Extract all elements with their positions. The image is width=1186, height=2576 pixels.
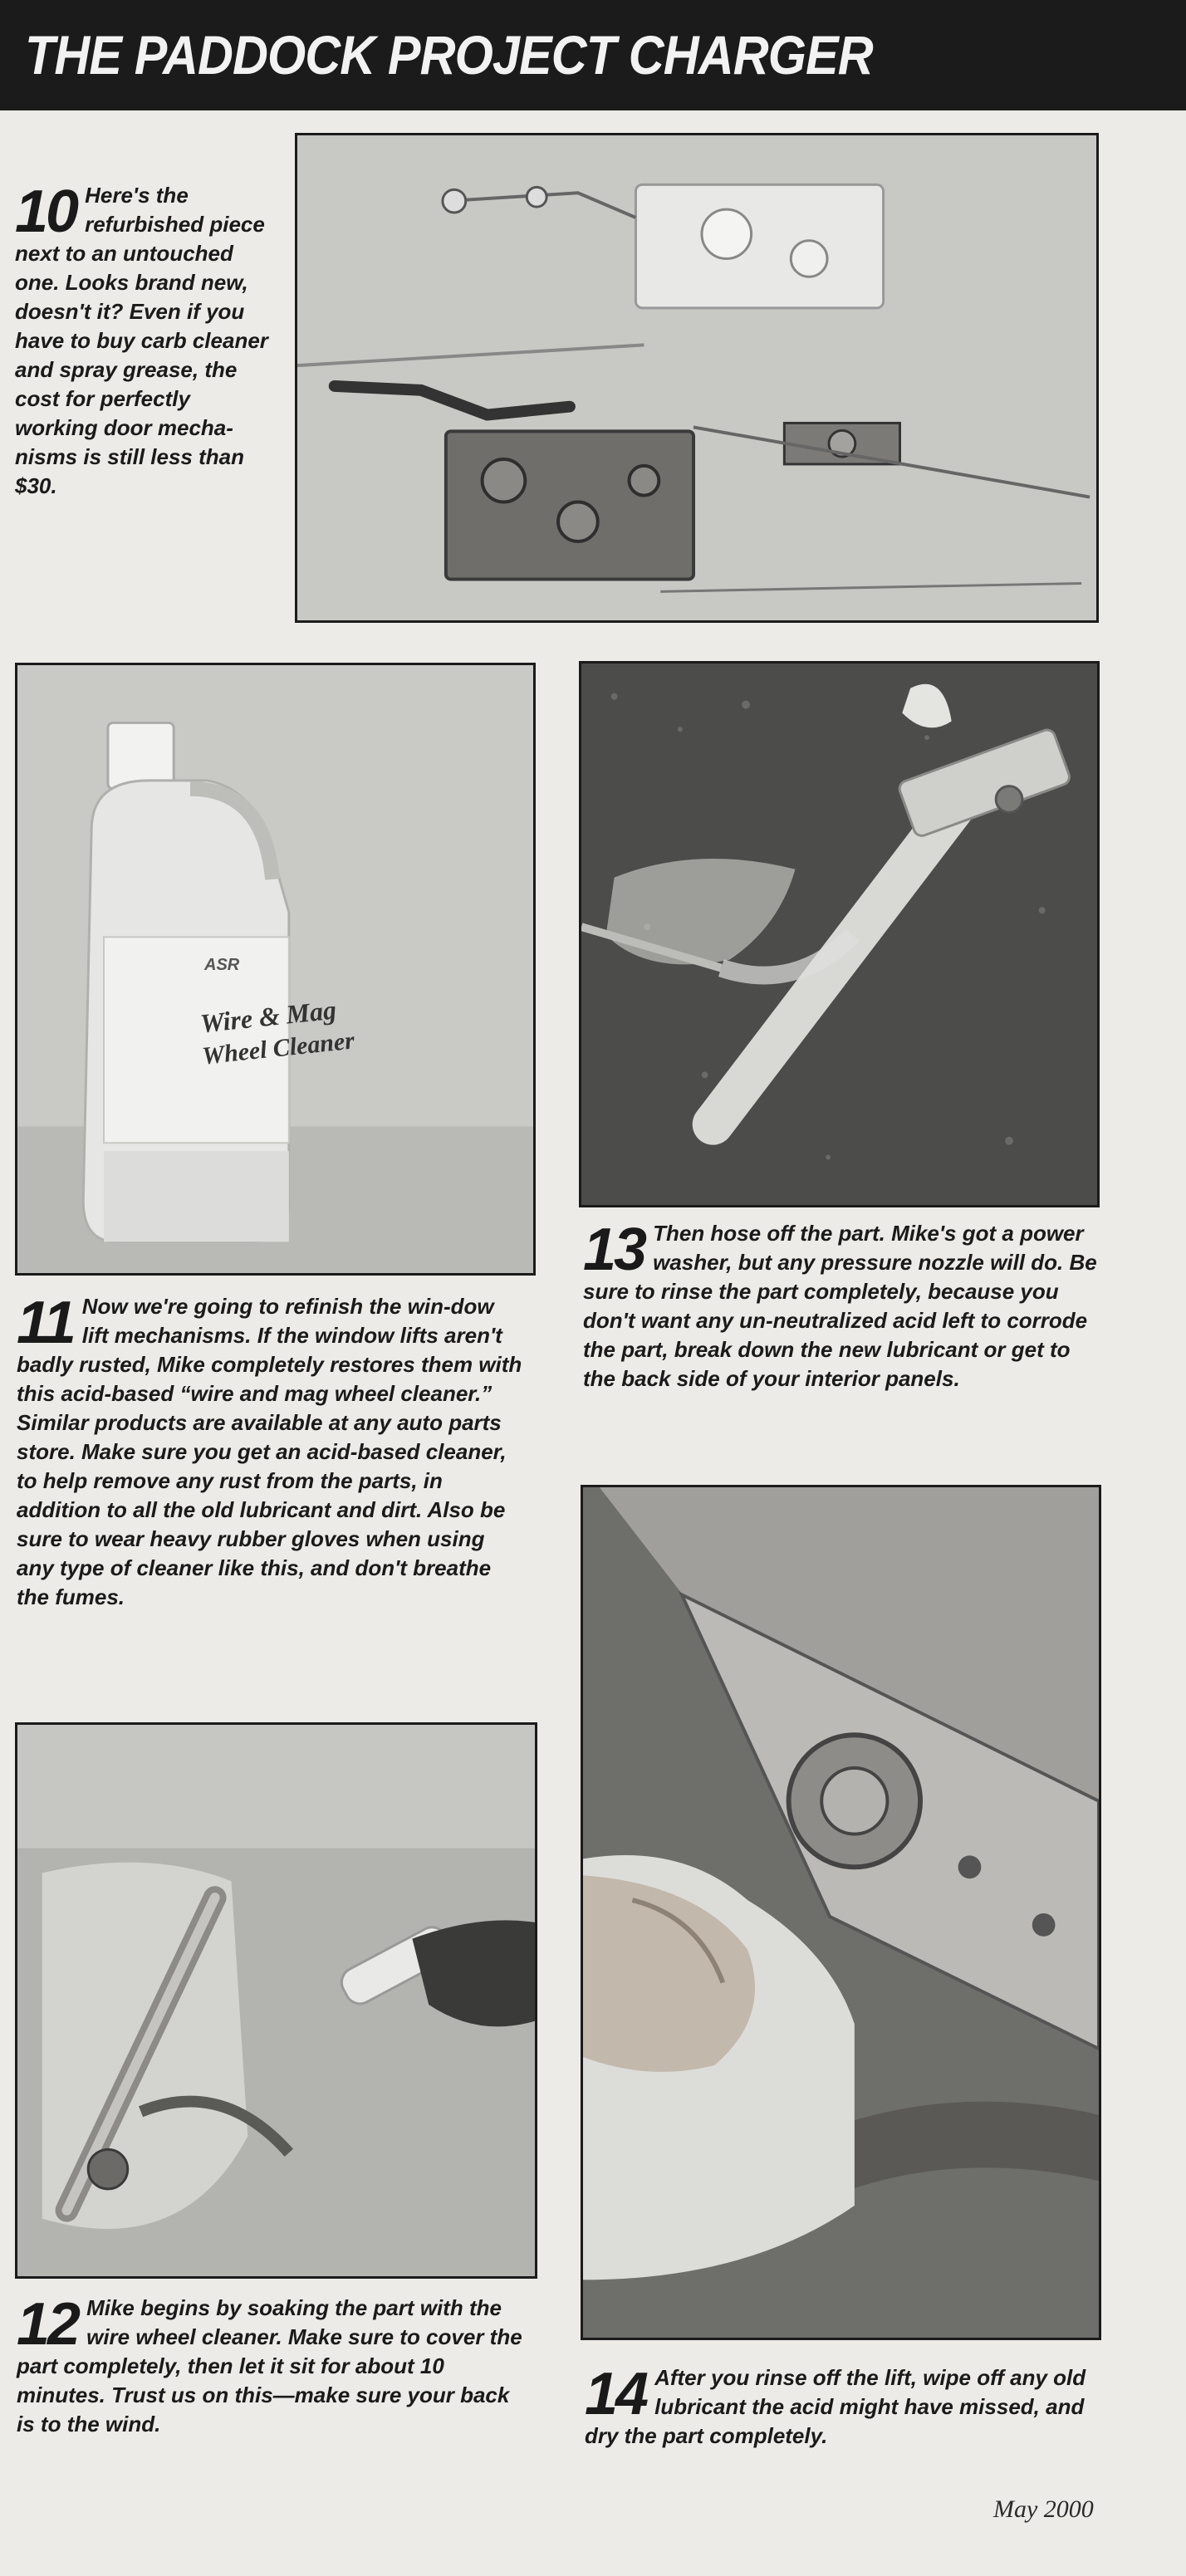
photo-power-washing — [579, 661, 1100, 1207]
issue-date: May 2000 — [993, 2495, 1094, 2523]
step-number-11: 11 — [17, 1290, 74, 1356]
caption-step-11 — [17, 1292, 525, 1612]
step-text-11: Now we're going to refinish the win-dow lift mechanisms. If the window lifts aren't badly rusted, Mike completely restores them with this acid-based “wire and mag wheel cleaner.” Similar products are available at any auto parts store. Make sure you get an acid-based cleaner, to help remove any rust from the parts, in addition to all the old lubricant and dirt. Also be sure to wear heavy rubber gloves when using any type of cleaner like this, and don't breathe the fumes. — [17, 1294, 522, 1609]
step-text-13: Then hose off the part. Mike's got a power washer, but any pressure nozzle will do. Be sure to rinse the part completely, because you don't want any un-neutralized acid left to corrode the part, break down the new lubricant or get to the back side of your interior panels. — [583, 1221, 1097, 1391]
step-text-12: Mike begins by soaking the part with the wire wheel cleaner. Make sure to cover the part completely, then let it sit for about 10 minutes. Trust us on this—make sure your back is to the wind. — [17, 2295, 522, 2436]
bottle-label-brand: ASR — [204, 956, 240, 974]
photo-spraying-cleaner — [15, 1722, 537, 2279]
caption-step-12 — [17, 2291, 525, 2439]
step-number-12: 12 — [17, 2291, 79, 2358]
step-number-13: 13 — [583, 1217, 645, 1283]
photo-door-latches — [295, 133, 1099, 623]
page-header — [0, 0, 1186, 110]
caption-step-13 — [583, 1219, 1100, 1393]
step-number-14: 14 — [585, 2361, 647, 2427]
photo-cleaner-bottle — [15, 663, 536, 1276]
step-text-14: After you rinse off the lift, wipe off any old lubricant the acid might have missed, and dry the part completely. — [585, 2365, 1086, 2448]
bottle-label-line1: Wire & Mag — [198, 994, 338, 1039]
page-title: THE PADDOCK PROJECT CHARGER — [25, 24, 873, 86]
step-text-10: Here's the refurbished piece next to an untouched one. Looks brand new, doesn't it? Even if you have to buy carb cleaner and spray grease, the cost for perfectly working door mecha-nisms is still less than $30. — [15, 183, 268, 498]
caption-step-14 — [585, 2363, 1101, 2451]
photo-wiping-lift — [581, 1485, 1101, 2340]
step-number-10: 10 — [15, 179, 77, 245]
caption-step-10 — [15, 181, 274, 501]
bottle-label-line2: Wheel Cleaner — [200, 1026, 356, 1070]
